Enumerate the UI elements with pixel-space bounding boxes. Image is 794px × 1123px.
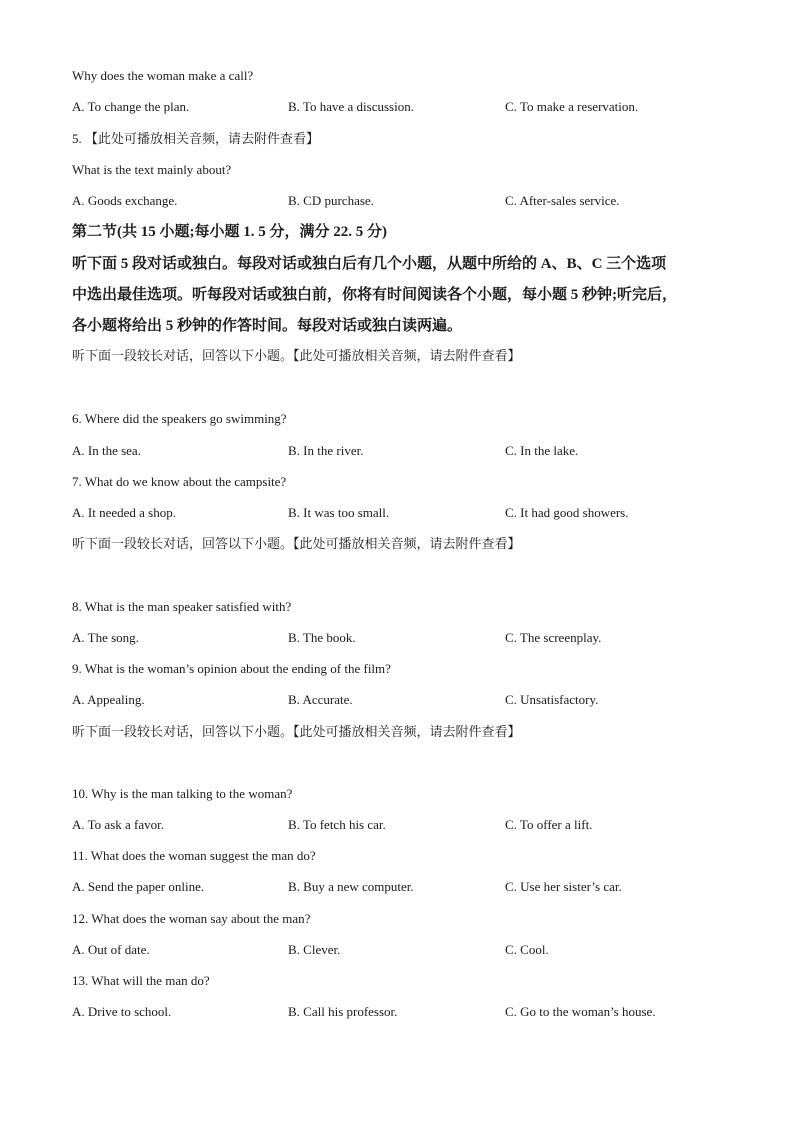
- option-a: A. To ask a favor.: [72, 817, 164, 832]
- option-a: A. Out of date.: [72, 942, 150, 957]
- option-b: B. Accurate.: [288, 692, 353, 707]
- option-a: A. Drive to school.: [72, 1004, 172, 1019]
- option-b: B. CD purchase.: [288, 193, 374, 208]
- option-c: C. To offer a lift.: [505, 817, 593, 832]
- option-a: A. Send the paper online.: [72, 879, 205, 894]
- option-b: B. Clever.: [288, 942, 341, 957]
- option-b: B. In the river.: [288, 443, 364, 458]
- answer-options: [72, 691, 722, 709]
- option-a: A. In the sea.: [72, 443, 141, 458]
- option-c: C. In the lake.: [505, 443, 579, 458]
- option-b: B. The book.: [288, 630, 356, 645]
- option-a: A. Goods exchange.: [72, 193, 178, 208]
- answer-options: [72, 878, 722, 896]
- option-b: B. Buy a new computer.: [288, 879, 414, 894]
- question-text: 11. What does the woman suggest the man do?: [72, 848, 316, 863]
- section-instructions-line: 中选出最佳选项。听每段对话或独白前，你将有时间阅读各个小题，每小题 5 秒钟;听完后，: [72, 287, 677, 303]
- dialogue-prompt: 听下面一段较长对话，回答以下小题。【此处可播放相关音频，请去附件查看】: [72, 348, 521, 363]
- option-c: C. After-sales service.: [505, 193, 620, 208]
- option-b: B. It was too small.: [288, 505, 390, 520]
- option-c: C. To make a reservation.: [505, 99, 639, 114]
- section-instructions-line: 听下面 5 段对话或独白。每段对话或独白后有几个小题，从题中所给的 A、B、C 三个选项: [72, 256, 667, 272]
- answer-options: [72, 1003, 722, 1021]
- option-a: A. To change the plan.: [72, 99, 190, 114]
- answer-options: [72, 816, 722, 834]
- option-b: B. Call his professor.: [288, 1004, 398, 1019]
- option-a: A. The song.: [72, 630, 139, 645]
- option-b: B. To fetch his car.: [288, 817, 386, 832]
- answer-options: [72, 941, 722, 959]
- question-text: What is the text mainly about?: [72, 162, 232, 177]
- option-c: C. The screenplay.: [505, 630, 602, 645]
- section-instructions-line: 各小题将给出 5 秒钟的作答时间。每段对话或独白读两遍。: [72, 318, 463, 334]
- question-text: 13. What will the man do?: [72, 973, 210, 988]
- answer-options: [72, 504, 722, 522]
- answer-options: [72, 442, 722, 460]
- question-text: 8. What is the man speaker satisfied with?: [72, 599, 292, 614]
- option-c: C. Go to the woman’s house.: [505, 1004, 656, 1019]
- option-a: A. Appealing.: [72, 692, 145, 707]
- dialogue-prompt: 听下面一段较长对话，回答以下小题。【此处可播放相关音频，请去附件查看】: [72, 536, 521, 551]
- question-text: 9. What is the woman’s opinion about the ending of the film?: [72, 661, 391, 676]
- section-heading: 第二节(共 15 小题;每小题 1. 5 分，满分 22. 5 分): [72, 224, 387, 240]
- question-text: 10. Why is the man talking to the woman?: [72, 786, 293, 801]
- question-text: 6. Where did the speakers go swimming?: [72, 411, 287, 426]
- audio-placeholder: 5. 【此处可播放相关音频，请去附件查看】: [72, 131, 320, 146]
- answer-options: [72, 629, 722, 647]
- question-text: Why does the woman make a call?: [72, 68, 254, 83]
- answer-options: [72, 98, 722, 116]
- option-c: C. Use her sister’s car.: [505, 879, 622, 894]
- option-c: C. It had good showers.: [505, 505, 629, 520]
- answer-options: [72, 192, 722, 210]
- question-text: 7. What do we know about the campsite?: [72, 474, 287, 489]
- option-c: C. Cool.: [505, 942, 549, 957]
- question-text: 12. What does the woman say about the man?: [72, 911, 311, 926]
- dialogue-prompt: 听下面一段较长对话，回答以下小题。【此处可播放相关音频，请去附件查看】: [72, 724, 521, 739]
- option-a: A. It needed a shop.: [72, 505, 176, 520]
- option-b: B. To have a discussion.: [288, 99, 414, 114]
- option-c: C. Unsatisfactory.: [505, 692, 599, 707]
